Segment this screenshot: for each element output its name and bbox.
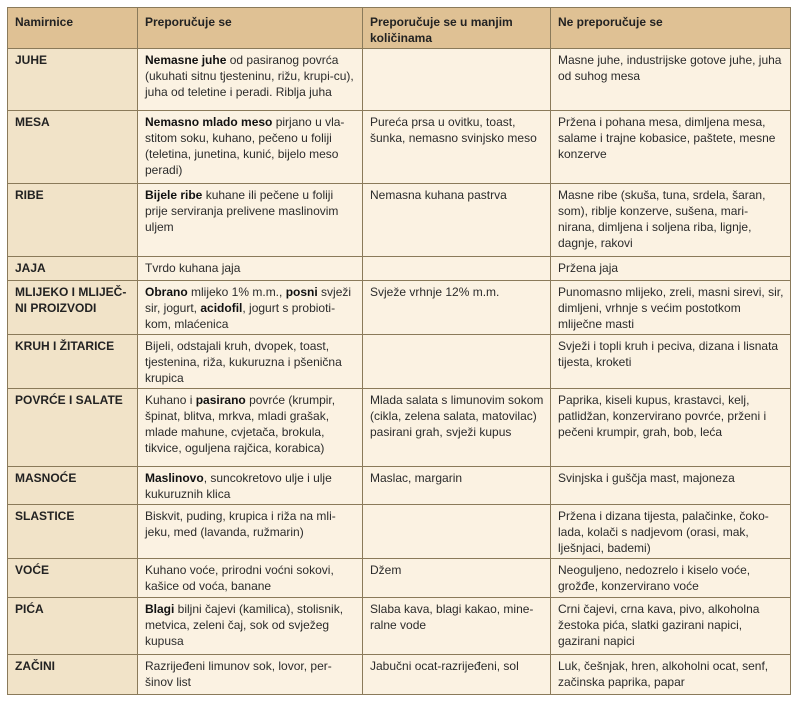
recommended-cell (138, 559, 363, 598)
cell-text: Punomasno mlijeko, zreli, masni sirevi, sir, dimljeni, vrhnje s većim postotkom mliječne masti (558, 285, 784, 331)
emphasized-text: Nemasno mlado meso (145, 115, 273, 129)
table-row (8, 467, 791, 505)
table-row (8, 389, 791, 467)
table-row (8, 598, 791, 655)
cell-text: Nemasna kuhana pastrva (370, 188, 507, 202)
not-recommended-cell (551, 467, 791, 505)
recommended-cell (138, 389, 363, 467)
recommended-less-cell (363, 257, 551, 281)
recommended-less-cell (363, 111, 551, 184)
cell-text: biljni čajevi (kamilica), stolisnik, metvica, zeleni čaj, sok od svježeg kupusa (145, 602, 344, 648)
emphasized-text: pasirano (195, 393, 246, 407)
cell-text: pirjano u vla-stitom soku, kuhano, pečeno u foliji (teletina, junetina, kunić, bijelo meso peradi) (145, 115, 345, 177)
cell-text: Paprika, kiseli kupus, krastavci, kelj, patlidžan, konzervirano povrće, prženi i pečeni krumpir, grah, bob, leća (558, 393, 767, 439)
food-group-cell: POVRĆE I SALATE (8, 389, 138, 467)
table-body (8, 49, 791, 695)
emphasized-text: Maslinovo (145, 471, 204, 485)
diet-recommendation-table (7, 7, 791, 695)
recommended-cell (138, 598, 363, 655)
cell-text: Kuhano i (145, 393, 196, 407)
cell-text: Jabučni ocat-razrijeđeni, sol (370, 659, 519, 673)
cell-text: Biskvit, puding, krupica i riža na mli-jeku, med (lavanda, ružmarin) (145, 509, 336, 539)
cell-text: , suncokretovo ulje i ulje kukuruznih klica (145, 471, 332, 501)
recommended-cell (138, 467, 363, 505)
recommended-cell (138, 281, 363, 335)
table-row (8, 184, 791, 257)
table-row (8, 559, 791, 598)
cell-text: Luk, češnjak, hren, alkoholni ocat, senf, začinska paprika, papar (558, 659, 769, 689)
cell-text: kuhane ili pečene u foliji prije serviranja prelivene maslinovim uljem (145, 188, 339, 234)
cell-text: Masne juhe, industrijske gotove juhe, juha od suhog mesa (558, 53, 782, 83)
food-group-cell: ZAČINI (8, 655, 138, 695)
table-row (8, 655, 791, 695)
cell-text: povrće (krumpir, špinat, blitva, mrkva, mladi grašak, mlade mahune, cvjetača, brokula, tikvice, oguljena rajčica, korabica) (145, 393, 336, 455)
cell-text: Pržena jaja (558, 261, 619, 275)
emphasized-text: Nemasne juhe (145, 53, 227, 67)
table-header (8, 8, 791, 49)
recommended-less-cell (363, 598, 551, 655)
not-recommended-cell (551, 655, 791, 695)
emphasized-text: Obrano (145, 285, 188, 299)
header-not-recommended: Ne preporučuje se (551, 8, 791, 49)
recommended-cell (138, 655, 363, 695)
recommended-less-cell (363, 467, 551, 505)
cell-text: Svježi i topli kruh i peciva, dizana i lisnata tijesta, kroketi (558, 339, 779, 369)
cell-text: Razrijeđeni limunov sok, lovor, per-šinov list (145, 659, 332, 689)
not-recommended-cell (551, 598, 791, 655)
cell-text: Svježe vrhnje 12% m.m. (370, 285, 500, 299)
food-group-cell: KRUH I ŽITARICE (8, 335, 138, 389)
food-group-cell: MASNOĆE (8, 467, 138, 505)
cell-text: Masne ribe (skuša, tuna, srdela, šaran, som), riblje konzerve, sušena, mari-nirana, dimljena i soljena riba, lignje, dagnje, rakovi (558, 188, 766, 250)
not-recommended-cell (551, 559, 791, 598)
food-group-cell: VOĆE (8, 559, 138, 598)
cell-text: Svinjska i guščja mast, majoneza (558, 471, 735, 485)
cell-text: Crni čajevi, crna kava, pivo, alkoholna žestoka pića, slatki gazirani napici, gazirani napici (558, 602, 760, 648)
food-group-cell: PIĆA (8, 598, 138, 655)
table-row (8, 111, 791, 184)
cell-text: Pržena i pohana mesa, dimljena mesa, salame i trajne kobasice, paštete, mesne konzerve (558, 115, 776, 161)
not-recommended-cell (551, 505, 791, 559)
cell-text: Slaba kava, blagi kakao, mine-ralne vode (370, 602, 534, 632)
not-recommended-cell (551, 281, 791, 335)
emphasized-text: acidofil (200, 301, 243, 315)
recommended-less-cell (363, 389, 551, 467)
table-row (8, 281, 791, 335)
food-group-cell: JUHE (8, 49, 138, 111)
not-recommended-cell (551, 335, 791, 389)
cell-text: mlijeko 1% m.m., (187, 285, 286, 299)
table-row (8, 49, 791, 111)
recommended-less-cell (363, 49, 551, 111)
cell-text: Pržena i dizana tijesta, palačinke, čoko-lada, kolači s nadjevom (orasi, mak, lješnjaci, bademi) (558, 509, 769, 555)
recommended-less-cell (363, 655, 551, 695)
header-row (8, 8, 791, 49)
recommended-less-cell (363, 281, 551, 335)
not-recommended-cell (551, 389, 791, 467)
food-group-cell: SLASTICE (8, 505, 138, 559)
food-group-cell: RIBE (8, 184, 138, 257)
not-recommended-cell (551, 257, 791, 281)
food-group-cell: MESA (8, 111, 138, 184)
table-row (8, 257, 791, 281)
not-recommended-cell (551, 49, 791, 111)
cell-text: Tvrdo kuhana jaja (145, 261, 241, 275)
cell-text: Maslac, margarin (370, 471, 463, 485)
table-row (8, 335, 791, 389)
header-recommended: Preporučuje se (138, 8, 363, 49)
cell-text: Kuhano voće, prirodni voćni sokovi, kašice od voća, banane (145, 563, 334, 593)
not-recommended-cell (551, 184, 791, 257)
not-recommended-cell (551, 111, 791, 184)
cell-text: od pasiranog povrća (ukuhati sitnu tjesteninu, rižu, krupi-cu), juha od teletine i peradi. Riblja juha (145, 53, 354, 99)
recommended-cell (138, 257, 363, 281)
food-group-cell: MLIJEKO I MLIJEČ-NI PROIZVODI (8, 281, 138, 335)
table-row (8, 505, 791, 559)
cell-text: Mlada salata s limunovim sokom (cikla, zelena salata, matovilac) pasirani grah, svježi kupus (370, 393, 544, 439)
cell-text: , jogurt s probioti-kom, mlaćenica (145, 301, 336, 331)
recommended-cell (138, 184, 363, 257)
header-food-groups: Namirnice (8, 8, 138, 49)
cell-text: Pureća prsa u ovitku, toast, šunka, nemasno svinjsko meso (370, 115, 537, 145)
recommended-less-cell (363, 184, 551, 257)
cell-text: Neoguljeno, nedozrelo i kiselo voće, grožđe, konzervirano voće (558, 563, 751, 593)
recommended-less-cell (363, 335, 551, 389)
emphasized-text: posni (285, 285, 318, 299)
header-recommended-less: Preporučuje se u manjim količinama (363, 8, 551, 49)
cell-text: Džem (370, 563, 402, 577)
emphasized-text: Bijele ribe (145, 188, 203, 202)
diet-table-wrapper (7, 7, 790, 695)
cell-text: svježi sir, jogurt, (145, 285, 352, 315)
cell-text: Bijeli, odstajali kruh, dvopek, toast, tjestenina, riža, kukuruzna i pšenična krupica (145, 339, 342, 385)
recommended-less-cell (363, 505, 551, 559)
recommended-cell (138, 335, 363, 389)
emphasized-text: Blagi (145, 602, 175, 616)
recommended-cell (138, 49, 363, 111)
recommended-cell (138, 505, 363, 559)
recommended-cell (138, 111, 363, 184)
recommended-less-cell (363, 559, 551, 598)
food-group-cell: JAJA (8, 257, 138, 281)
